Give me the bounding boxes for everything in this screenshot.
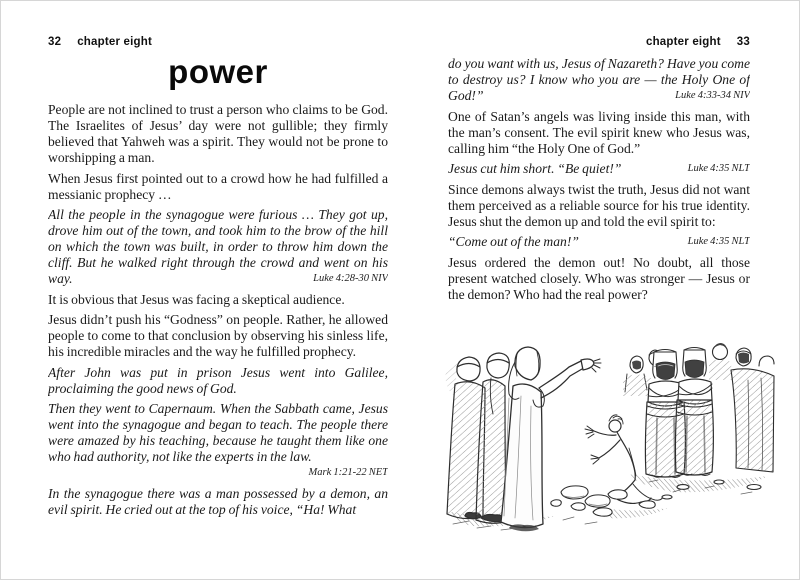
- body-paragraph: [448, 109, 750, 157]
- paragraph-text: In the synagogue there was a man possessed by a demon, an evil spirit. He cried out at the top of his voice, “Ha! What: [48, 485, 388, 517]
- running-header-right: [448, 36, 750, 48]
- body-paragraph: [48, 171, 388, 203]
- paragraph-text: After John was put in prison Jesus went into Galilee, proclaiming the good news of God.: [48, 364, 388, 396]
- page-right: [448, 36, 750, 307]
- paragraph-text: All the people in the synagogue were furious … They got up, drove him out of the town, and took him to the brow of the hill on which the town was built, in order to throw him down the cliff. But he walked right through the crowd and went on his way.: [48, 207, 388, 287]
- paragraph-text: do you want with us, Jesus of Nazareth? Have you come to destroy us? I know who you are — the Holy One of God!”: [448, 56, 750, 103]
- scripture-citation: Luke 4:28-30 NIV: [313, 273, 388, 285]
- paragraph-text: Jesus cut him short. “Be quiet!”: [448, 161, 622, 176]
- paragraph-text: It is obvious that Jesus was facing a skeptical audience.: [48, 291, 345, 307]
- right-page-text: [448, 56, 750, 303]
- body-paragraph: [448, 255, 750, 303]
- body-paragraph: [48, 102, 388, 166]
- scripture-quote: [48, 365, 388, 397]
- paragraph-text: One of Satan’s angels was living inside this man, with the man’s consent. The evil spirit knew who Jesus was, calling him “the Holy One of God.”: [448, 108, 750, 156]
- scripture-quote: [48, 207, 388, 287]
- body-paragraph: [48, 292, 388, 308]
- scripture-citation: Luke 4:35 NLT: [687, 163, 750, 174]
- paragraph-text: Since demons always twist the truth, Jesus did not want them perceived as a reliable source for his true identity. Jesus shut the demon up and told the evil spirit to:: [448, 181, 750, 229]
- chapter-label-left: chapter eight: [77, 36, 153, 48]
- page-left: [48, 36, 388, 522]
- scripture-quote: [48, 486, 388, 518]
- paragraph-text: Then they went to Capernaum. When the Sabbath came, Jesus went into the synagogue and began to teach. The people there were amazed by his teaching, because he taught them like one who had authority, not like the experts in the law.: [48, 401, 388, 465]
- followers-group: [447, 353, 509, 523]
- page-number-left: 32: [48, 36, 62, 48]
- scripture-quote: [448, 56, 750, 104]
- scripture-citation: Mark 1:21-22 NET: [308, 467, 388, 479]
- scripture-citation: Luke 4:35 NLT: [687, 236, 750, 247]
- crowd-group: [623, 343, 774, 478]
- body-paragraph: [448, 182, 750, 230]
- paragraph-text: Jesus didn’t push his “Godness” on people. Rather, he allowed people to come to that conclusion by observing his sinless life, his incredible miracles and the way he fulfilled prophecy.: [48, 312, 388, 360]
- paragraph-text: People are not inclined to trust a person who claims to be God. The Israelites of Jesus’ day were not gullible; they firmly believed that Yahweh was a spirit. They would not be prone to worshipping a man.: [48, 102, 388, 166]
- left-page-text: [48, 102, 388, 518]
- scripture-quote: [48, 401, 388, 481]
- paragraph-text: Jesus ordered the demon out! No doubt, all those present watched closely. Who was stronger — Jesus or the demon? Who had the real power?: [448, 254, 750, 302]
- body-paragraph: [48, 312, 388, 360]
- scripture-quote: [448, 234, 750, 250]
- paragraph-text: “Come out of the man!”: [448, 234, 579, 249]
- paragraph-text: When Jesus first pointed out to a crowd how he had fulfilled a messianic prophecy …: [48, 170, 388, 202]
- exorcism-scene-drawing: [443, 336, 775, 562]
- scripture-quote: [448, 161, 750, 177]
- chapter-label-right: chapter eight: [645, 36, 721, 48]
- illustration-sketch: [443, 336, 775, 562]
- chapter-title: power: [168, 53, 268, 90]
- scripture-citation: Luke 4:33-34 NIV: [675, 90, 750, 101]
- page-number-right: 33: [736, 36, 750, 48]
- running-header-left: [48, 36, 388, 48]
